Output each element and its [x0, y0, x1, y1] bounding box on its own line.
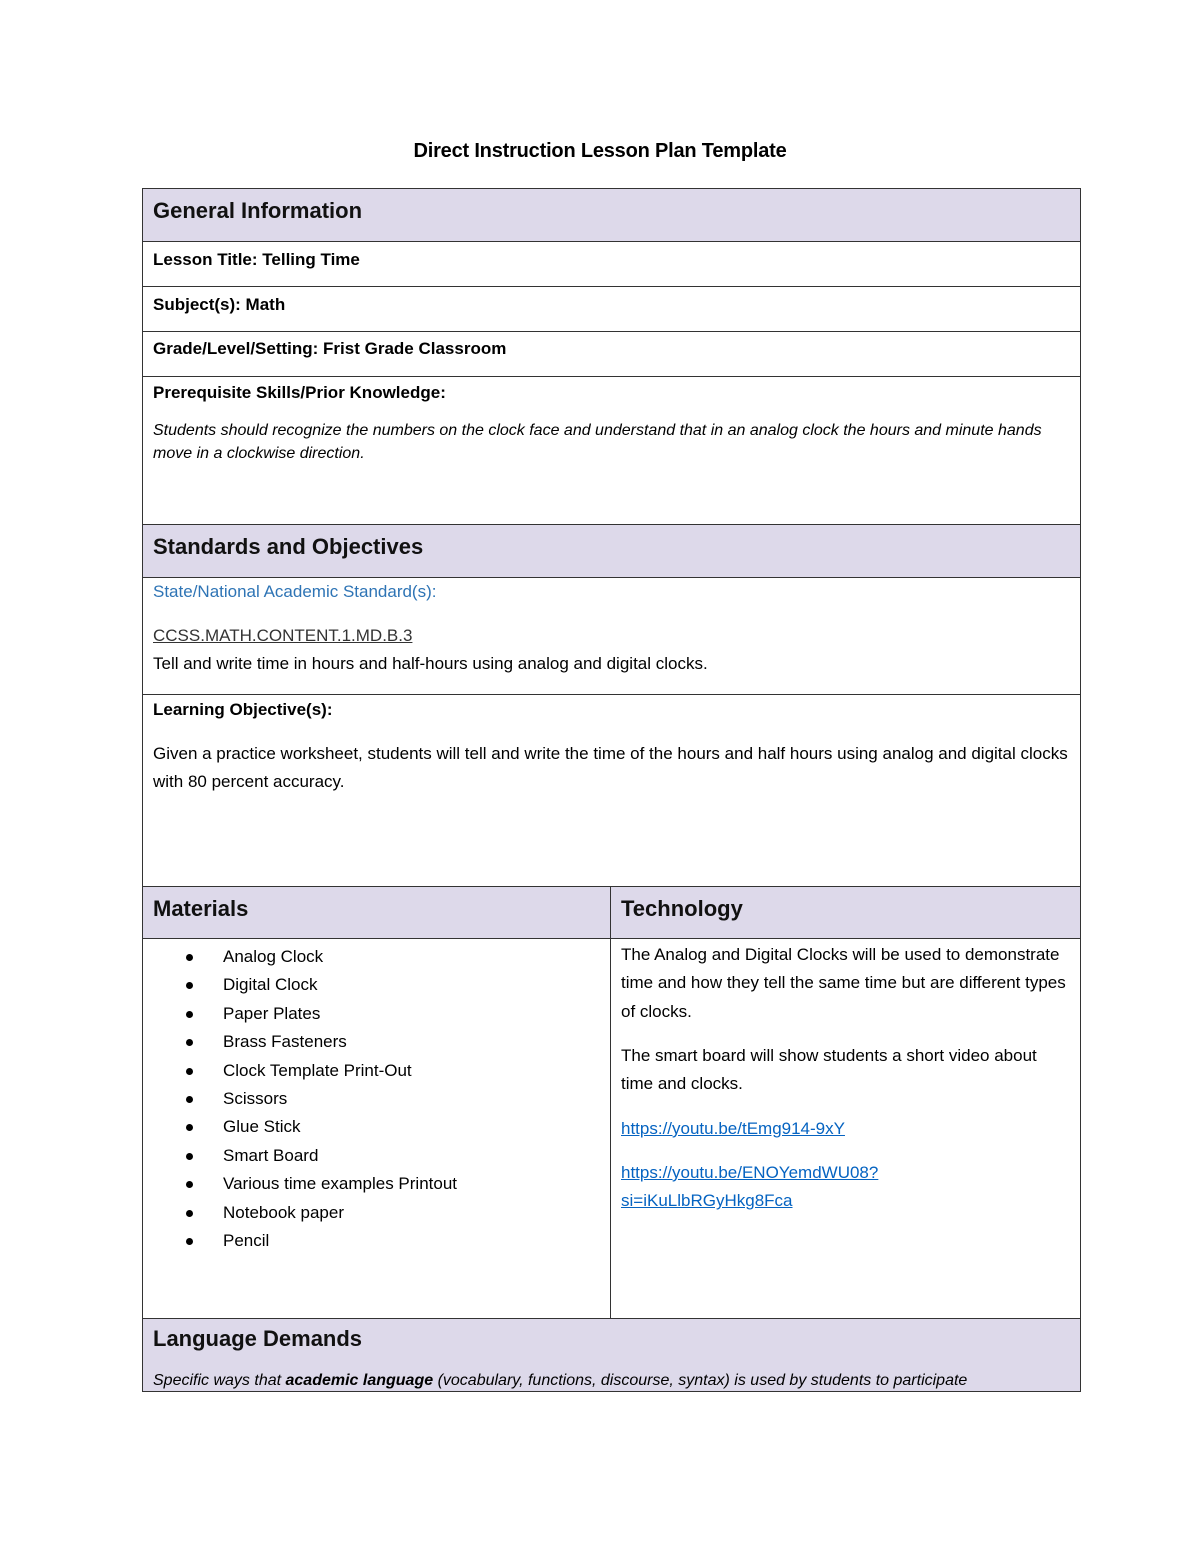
bullet-icon — [186, 1096, 193, 1103]
materials-cell — [143, 939, 611, 1318]
subjects: Subject(s): Math — [153, 295, 286, 314]
list-item: Glue Stick — [183, 1113, 457, 1141]
grade-row — [143, 331, 1080, 376]
bullet-icon — [186, 1011, 193, 1018]
standards-objectives-heading: Standards and Objectives — [153, 534, 424, 559]
standards-objectives-header — [143, 524, 1080, 577]
objective-label: Learning Objective(s): — [153, 700, 333, 719]
materials-technology-row — [143, 938, 1080, 1318]
general-information-header — [143, 189, 1080, 241]
lesson-title-row — [143, 241, 1080, 286]
subjects-row — [143, 286, 1080, 331]
list-item: Paper Plates — [183, 1000, 457, 1028]
materials-list — [183, 943, 457, 1255]
lesson-plan-table — [142, 188, 1081, 1392]
list-item: Digital Clock — [183, 971, 457, 999]
technology-cell — [611, 939, 1080, 1318]
objectives-row — [143, 694, 1080, 886]
standard-label: State/National Academic Standard(s): — [153, 582, 437, 601]
list-item: Various time examples Printout — [183, 1170, 457, 1198]
technology-heading: Technology — [621, 896, 743, 921]
list-item: Brass Fasteners — [183, 1028, 457, 1056]
video-link-1[interactable]: https://youtu.be/tEmg914-9xY — [621, 1119, 845, 1138]
technology-header-cell — [611, 887, 1080, 938]
video-link-2-line-2[interactable]: si=iKuLlbRGyHkg8Fca — [621, 1191, 793, 1211]
list-item: Pencil — [183, 1227, 457, 1255]
bullet-icon — [186, 1124, 193, 1131]
objective-text: Given a practice worksheet, students will tell and write the time of the hours and half hours using analog and digital clocks with 80 percent accuracy. — [153, 744, 1068, 791]
materials-technology-header — [143, 886, 1080, 938]
lesson-title: Lesson Title: Telling Time — [153, 250, 360, 269]
bullet-icon — [186, 1210, 193, 1217]
list-item: Notebook paper — [183, 1199, 457, 1227]
list-item: Analog Clock — [183, 943, 457, 971]
prerequisite-label: Prerequisite Skills/Prior Knowledge: — [153, 383, 446, 402]
document-title: Direct Instruction Lesson Plan Template — [413, 140, 787, 162]
bullet-icon — [186, 1153, 193, 1160]
video-link-2[interactable] — [621, 1159, 1071, 1216]
standard-code: CCSS.MATH.CONTENT.1.MD.B.3 — [153, 626, 413, 645]
bullet-icon — [186, 1181, 193, 1188]
bullet-icon — [186, 1068, 193, 1075]
prerequisite-row — [143, 376, 1080, 524]
video-link-2-line-1[interactable]: https://youtu.be/ENOYemdWU08? — [621, 1163, 879, 1182]
standards-row — [143, 577, 1080, 694]
bullet-icon — [186, 1238, 193, 1245]
language-demands-text: Specific ways that academic language (vocabulary, functions, discourse, syntax) is used by students to participate — [153, 1372, 968, 1389]
general-information-heading: General Information — [153, 198, 363, 223]
bullet-icon — [186, 1039, 193, 1046]
bullet-icon — [186, 982, 193, 989]
materials-heading: Materials — [153, 896, 249, 921]
list-item: Clock Template Print-Out — [183, 1057, 457, 1085]
bullet-icon — [186, 954, 193, 961]
language-demands-heading: Language Demands — [153, 1326, 363, 1351]
grade-level-setting: Grade/Level/Setting: Frist Grade Classroom — [153, 339, 507, 358]
list-item: Smart Board — [183, 1142, 457, 1170]
language-demands-row — [143, 1318, 1080, 1391]
prerequisite-text: Students should recognize the numbers on the clock face and understand that in an analog clock the hours and minute hands move in a clockwise direction. — [153, 422, 1042, 462]
standard-text: Tell and write time in hours and half-hours using analog and digital clocks. — [153, 654, 708, 673]
list-item: Scissors — [183, 1085, 457, 1113]
technology-paragraph-1: The Analog and Digital Clocks will be used to demonstrate time and how they tell the same time but are different types of clocks. — [621, 945, 1066, 1021]
materials-header-cell — [143, 887, 611, 938]
technology-paragraph-2: The smart board will show students a short video about time and clocks. — [621, 1046, 1037, 1094]
